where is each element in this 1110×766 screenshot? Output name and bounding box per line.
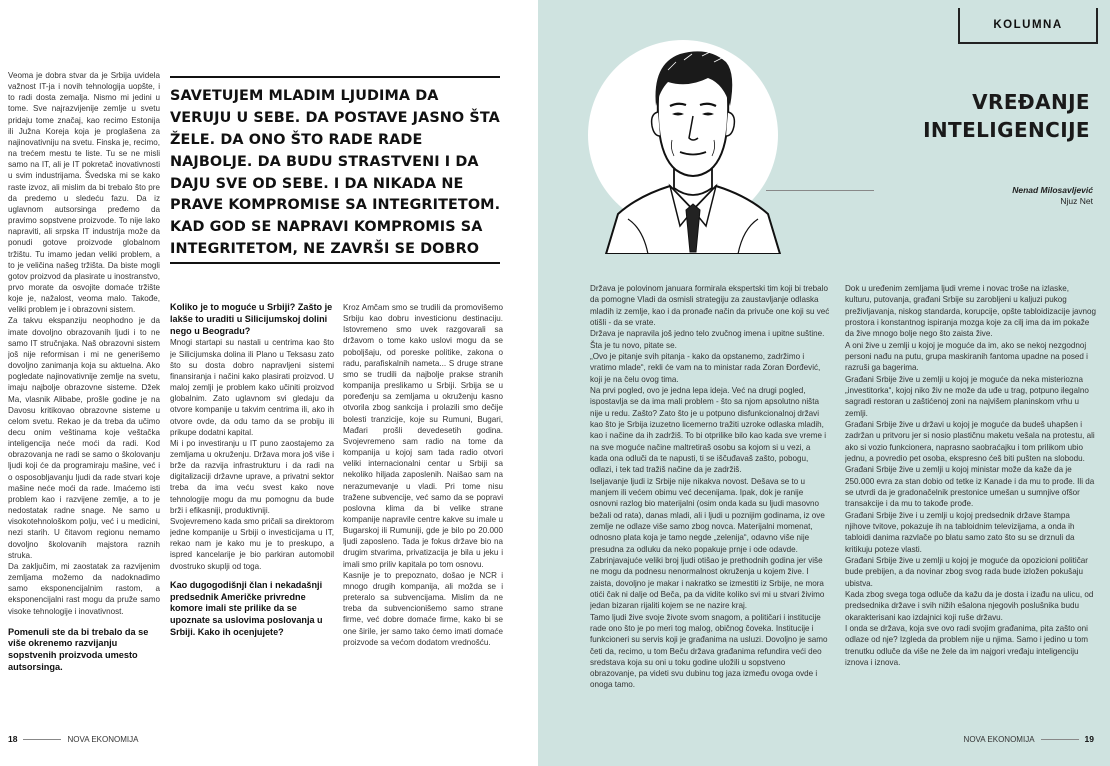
column-b	[170, 302, 334, 712]
folio-right	[964, 734, 1094, 744]
folio-left	[8, 734, 138, 744]
article-title-line: VREĐANJE	[972, 90, 1090, 114]
article-title-line: INTELIGENCIJE	[923, 118, 1090, 143]
paragraph: Veoma je dobra stvar da je Srbija uvidela važnost IT-ja i novih tehnologija uopšte, i to radi dosta zemalja. Nismo mi jedini u tome. Sve najrazvijenije zemlje u svetu pridaju tome značaj, kao recimo Estonija ili Južna Koreja koja je proglašena za najinovativniju na svetu. Finska je, recimo, na trećem mestu te liste. Tu se ne misli samo na IT, ali je IT pokretač inovativnosti u svim industrijama. Švedska mi se kako raste izvoz, ali mislim da bi trebalo što pre da predemo u sledeću fazu. Da iz uglavnom autsorsinga pređemo da pravimo sopstvene proizvode. To nije lako napraviti, ali srpska IT industrija može da ponudi gotove proizvode globalnom tržištu. Tu imamo jedan veliki problem, a to je veličina našeg tržišta. Da biste mogli gotov proizvod da plasirate u inostranstvo, prvo morate da osvojite domaće tržište koje je, nažalost, veoma malo. Takođe, veliki problem je i obrazovni sistem.	[8, 71, 160, 315]
paragraph: Država je polovinom januara formirala ekspertski tim koji bi trebalo da pomogne Vladi da osmisli strategiju za zaustavljanje odlaska mladih iz zemlje, kao i da pronađe način da privuče one koji su već otišli - da se vrate.	[590, 284, 830, 327]
paragraph: Za takvu ekspanziju neophodno je da imate dovoljno obrazovanih ljudi i to ne samo IT stručnjaka. Naš obrazovni sistem još nije reformisan i mi ne generišemo dovoljno zanimanja koja su aktuelna. Ako pogledate najinovativnije zemlje na svetu, imaju najbolje obrazovne sisteme. Džek Ma, vlasnik Alibabe, prošle godine je na Davosu kritikovao obrazovne sisteme u celom svetu. Rekao je da treba da učimo decu onim veštinama koje veštačka inteligencija neće moći da radi. Kod obrazovanja ne radi se samo o školovanju ljudi koji će da programiraju mašine, već i o osposobljavanju ljudi da rade stvari koje mašine neće moći da rade. Imaćemo isti problem kao i razvijene zemlje, a to je nedostatak radne snage. Ne samo u visokotehnološkom polju, već i u medicini, nezi starih. U čitavom regionu nemamo dovoljno školovanih majstora raznih struka.	[8, 316, 160, 560]
paragraph: Kasnije je to prepoznato, došao je NCR i mnogo drugih kompanija, ali možda se i preteralo sa subvencijama. Mislim da ne treba da subvencionišemo samo strane firme, već dobre domaće firme, kako bi se one širile, jer samo tako ćemo imati domaće proizvode sa većom dodatom vrednošću.	[343, 570, 503, 647]
page-number: 18	[8, 734, 18, 744]
section-tag-label: KOLUMNA	[993, 19, 1063, 31]
interview-question: Koliko je to moguće u Srbiji? Zašto je lakše to uraditi u Silicijumskoj dolini nego u Beogradu?	[170, 302, 333, 336]
article-title	[878, 88, 1090, 145]
column-r1	[590, 283, 830, 713]
paragraph: Svojevremeno kada smo pričali sa direktorom jedne kompanije u Srbiji o investicijama u IT, rekao nam je kako mu je to preskupo, a ispred kancelarije je bio parkiran automobil dvostruko skuplji od toga.	[170, 516, 334, 571]
paragraph: Kada zbog svega toga odluče da kažu da je dosta i izađu na ulicu, od predsednika države i svih nižih ešalona njegovih poslušnika budu okarakterisani kao izdajnici koji ruše državu.	[845, 589, 1094, 622]
portrait-icon	[568, 14, 818, 254]
paragraph: Građani Srbije žive u zemlji u kojoj je moguće da neka misteriozna „investitorka“, kojoj niko živ ne može da uđe u trag, potpuno ilegalno sagradi restoran u zaštićenoj zoni na najvišem planinskom vrhu u zemlji.	[845, 374, 1089, 418]
paragraph: Građani Srbije žive u državi u kojoj je moguće da budeš uhapšen i zadržan u pritvoru jer si nosio plastičnu maketu vešala na protestu, ali ako si vozio funkcionera, naprasno saobraćajku i tom prilikom ubio jednu, a povredio pet osoba, ekspresno ćeš biti pušten na slobodu.	[845, 419, 1095, 463]
byline	[878, 185, 1093, 208]
interview-question: Pomenuli ste da bi trebalo da se više okrenemo razvijanju sopstvenih proizvoda umesto autsorsinga.	[8, 626, 149, 672]
pull-quote-rule-bottom	[170, 262, 500, 264]
byline-rule	[766, 190, 874, 191]
folio-rule	[1041, 739, 1079, 740]
right-page	[538, 0, 1110, 766]
interview-question: Kao dugogodišnji član i nekadašnji predsednik Američke privredne komore imali ste prilike da se upoznate sa uslovima poslovanja u Srbiji. Kako ih ocenjujete?	[170, 579, 323, 637]
page-number: 19	[1084, 734, 1094, 744]
paragraph: Tamo ljudi žive svoje živote svom snagom, a političari i institucije rade ono što je po meri tog malog, običnog čoveka. Institucije i funkcioneri su servis koji je građanima na usluzi. Dovoljno je samo četi da, recimo, u tom Beču država građanima refundira veći deo sredstava koja su oni u toku godine uložili u sopstveno obrazovanje, pa videti svu dubinu tog jaza između ovoga ovde i onoga tamo.	[590, 612, 828, 690]
column-a	[8, 70, 160, 710]
paragraph: Zabrinjavajuće veliki broj ljudi otišao je prethodnih godina jer više ne mogu da podnesu nenormalnost okruženja u kojem žive. I zaista, dovoljno je makar i nakratko se izmestiti iz Srbije, ne mora otići čak ni dalje od Beča, pa da vidite koliko svi mi u stvari živimo jedan bizaran rijaliti kojem se ne nazire kraj.	[590, 555, 825, 611]
paragraph: I onda se država, koja sve ovo radi svojim građanima, pita zašto oni odlaze od nje? Izgleda da problem nije u njima. Samo i jedino u tom trenutku odluče da više ne žele da im najgori vređaju inteligenciju iznova i iznova.	[845, 623, 1088, 667]
pull-quote-rule-top	[170, 76, 500, 78]
paragraph: Građani Srbije žive i u zemlji u kojoj predsednik države štampa njihove tvitove, pokazuje ih na tabloidnim televizijama, a onda ih tabloidi danima razvlače po blatu samo zato što su se drznuli da kritikuju poteze vlasti.	[845, 510, 1075, 554]
paragraph: Država je napravila još jedno telo zvučnog imena i upitne suštine. Šta je tu novo, pitate se.	[590, 329, 825, 350]
paragraph: Građani Srbije žive u zemlji u kojoj ministar može da kaže da je 250.000 evra za stan dobio od tetke iz Kanade i da mu to prođe. Ili da se utvrdi da je gradonačelnik prestonice umešan u sumnjive ofšor transakcije i da mu to takođe prođe.	[845, 465, 1095, 509]
column-r2	[845, 283, 1097, 713]
left-page	[0, 0, 538, 766]
column-c	[343, 302, 503, 712]
paragraph: Da zaključim, mi zaostatak za razvijenim zemljama možemo da nadoknadimo samo eksponencijalnim rastom, a eksponencijalni rast mogu da pruže samo visoke tehnologije i inovativnost.	[8, 561, 160, 616]
author-name: Nenad Milosavljević	[1012, 185, 1093, 195]
publication-name: NOVA EKONOMIJA	[67, 734, 139, 744]
paragraph: Iseljavanje ljudi iz Srbije nije nikakva novost. Dešava se to u manjem ili većem obimu već decenijama. Ipak, dok je ranije osnovni razlog bio materijalni (osim onda kada su ljudi masovno bežali od rata), danas mladi, ali i ljudi u poznijim godinama, iz ove zemlje ne odlaze više samo zbog novca. Materijalni momenat, odnosno plata koja je tamo negde „zelenija“, odavno više nije presudna za odluku da neko popakuje prnje i ode odavde.	[590, 476, 825, 554]
pull-quote: SAVETUJEM MLADIM LJUDIMA DA VERUJU U SEBE. DA POSTAVE JASNO ŠTA ŽELE. DA ONO ŠTO RADE RADE NAJBOLJE. DA BUDU STRASTVENI I DA DAJU SVE OD SEBE. I DA NIKADA NE PRAVE KOMPROMISE SA INTEGRITETOM. KAD GOD SE NAPRAVI KOMPROMIS SA INTEGRITETOM, NE ZAVRŠI SE DOBRO	[170, 88, 501, 258]
publication-name: NOVA EKONOMIJA	[963, 734, 1035, 744]
paragraph: „Ovo je pitanje svih pitanja - kako da opstanemo, zadržimo i vratimo mlade“, rekli će vam na to ministar rada Zoran Đorđević, koji je na čelu ovog tima.	[590, 351, 821, 384]
paragraph: Kroz Amčam smo se trudili da promovišemo Srbiju kao dobru investicionu destinaciju. Istovremeno smo uvek razgovarali sa državom o tome kako uslovi mogu da se poboljšaju, od poreske politike, zakona o radu, parafiskalnih nameta... S druge strane smo se trudili da najbolje prakse stranih kompanija preslikamo u Srbiji. Srbija se u poređenju sa zemljama u okruženju kasno otvorila zbog sankcija i prolazili smo dečije bolesti tranzicije, koje su Rumuni, Bugari, Mađari prošli devedesetih godina. Svojevremeno sam radio na tome da kompanija u kojoj sam tada radio otvori veliki internacionalni centar u Srbiji sa nekoliko hiljada zaposlenih. Naišao sam na nerazumevanje u vladi. Pri tome nisu traženе subvencije, već samo da se popravi poslovna klima da bi velike strane kompanije napravile centre kakve su imale u Bugarskoj ili Rumuniji, gde je bilo po 20.000 ljudi zaposleno. Tada je fokus države bio na drugim stvarima, privatizacija je bila u jeku i imali smo priliv kapitala po tom osnovu.	[343, 303, 503, 569]
paragraph: Građani Srbije žive u zemlji u kojoj je moguće da opozicioni političar bude prebijen, a da novinar zbog svog rada bude izložen pokušaju ubistva.	[845, 555, 1088, 588]
paragraph: Mi i po investiranju u IT puno zaostajemo za zemljama u okruženju. Država mora još više i brže da razvija infrastrukturu i da radi na digitalizaciji državne uprave, a privatni sektor treba da ima veću svest kako nove tehnologije mogu da mu pomognu da bude brži i efikasniji, produktivniji.	[170, 438, 334, 515]
paragraph: Na prvi pogled, ovo je jedna lepa ideja. Već na drugi pogled, ispostavlja se da ima mali problem - što sa njom apsolutno ništa nije u redu. Zašto? Zato što je u potpuno disfunkcionalnoj državi kao što je Srbija izuzetno licemerno tražiti uzroke odlaska mladih, kao i načine da ih zadržiš. To bi otprilike bilo kao kada sve vreme i na sve moguće načine maltretiraš osobu sa kojom si u vezi, a kada ona odluči da te napusti, ti se iščuđavaš zašto, pobogu, odlazi, i tek tad tražiš načine da je zadržiš.	[590, 385, 827, 475]
paragraph: Dok u uređenim zemljama ljudi vreme i novac troše na izlaske, kulturu, putovanja, građani Srbije su zarobljeni u kaljuzi pukog preživljavanja, niskog standarda, korupcije, opšte tabloidizacije javnog prostora i konstantnog ispiranja mozga koje za cilj ima da im pokaže da žive mnogo bolje nego što zaista žive.	[845, 284, 1097, 339]
section-tag	[958, 8, 1098, 44]
paragraph: A oni žive u zemlji u kojoj je moguće da im, ako se nekoj nezgodnoj personi nađu na putu, grupa maskiranih fantoma upadne na posed i razruši ga bagerima.	[845, 340, 1088, 373]
paragraph: Mnogi startapi su nastali u centrima kao što je Silicijumska dolina ili Plano u Teksasu zato što su dosta dobro napravljeni sistemi finansiranja i načini kako plasirati proizvod. U maloj zemlji je problem kako učiniti proizvod globalnim. Zato uglavnom svi gledaju da otvore kompanije u takvim centrima ili, ako ih otvore ovde, da odu tamo da se probiju ili prikupe dodatni kapital.	[170, 338, 334, 437]
folio-rule	[23, 739, 61, 740]
author-outlet: Njuz Net	[1060, 196, 1093, 207]
